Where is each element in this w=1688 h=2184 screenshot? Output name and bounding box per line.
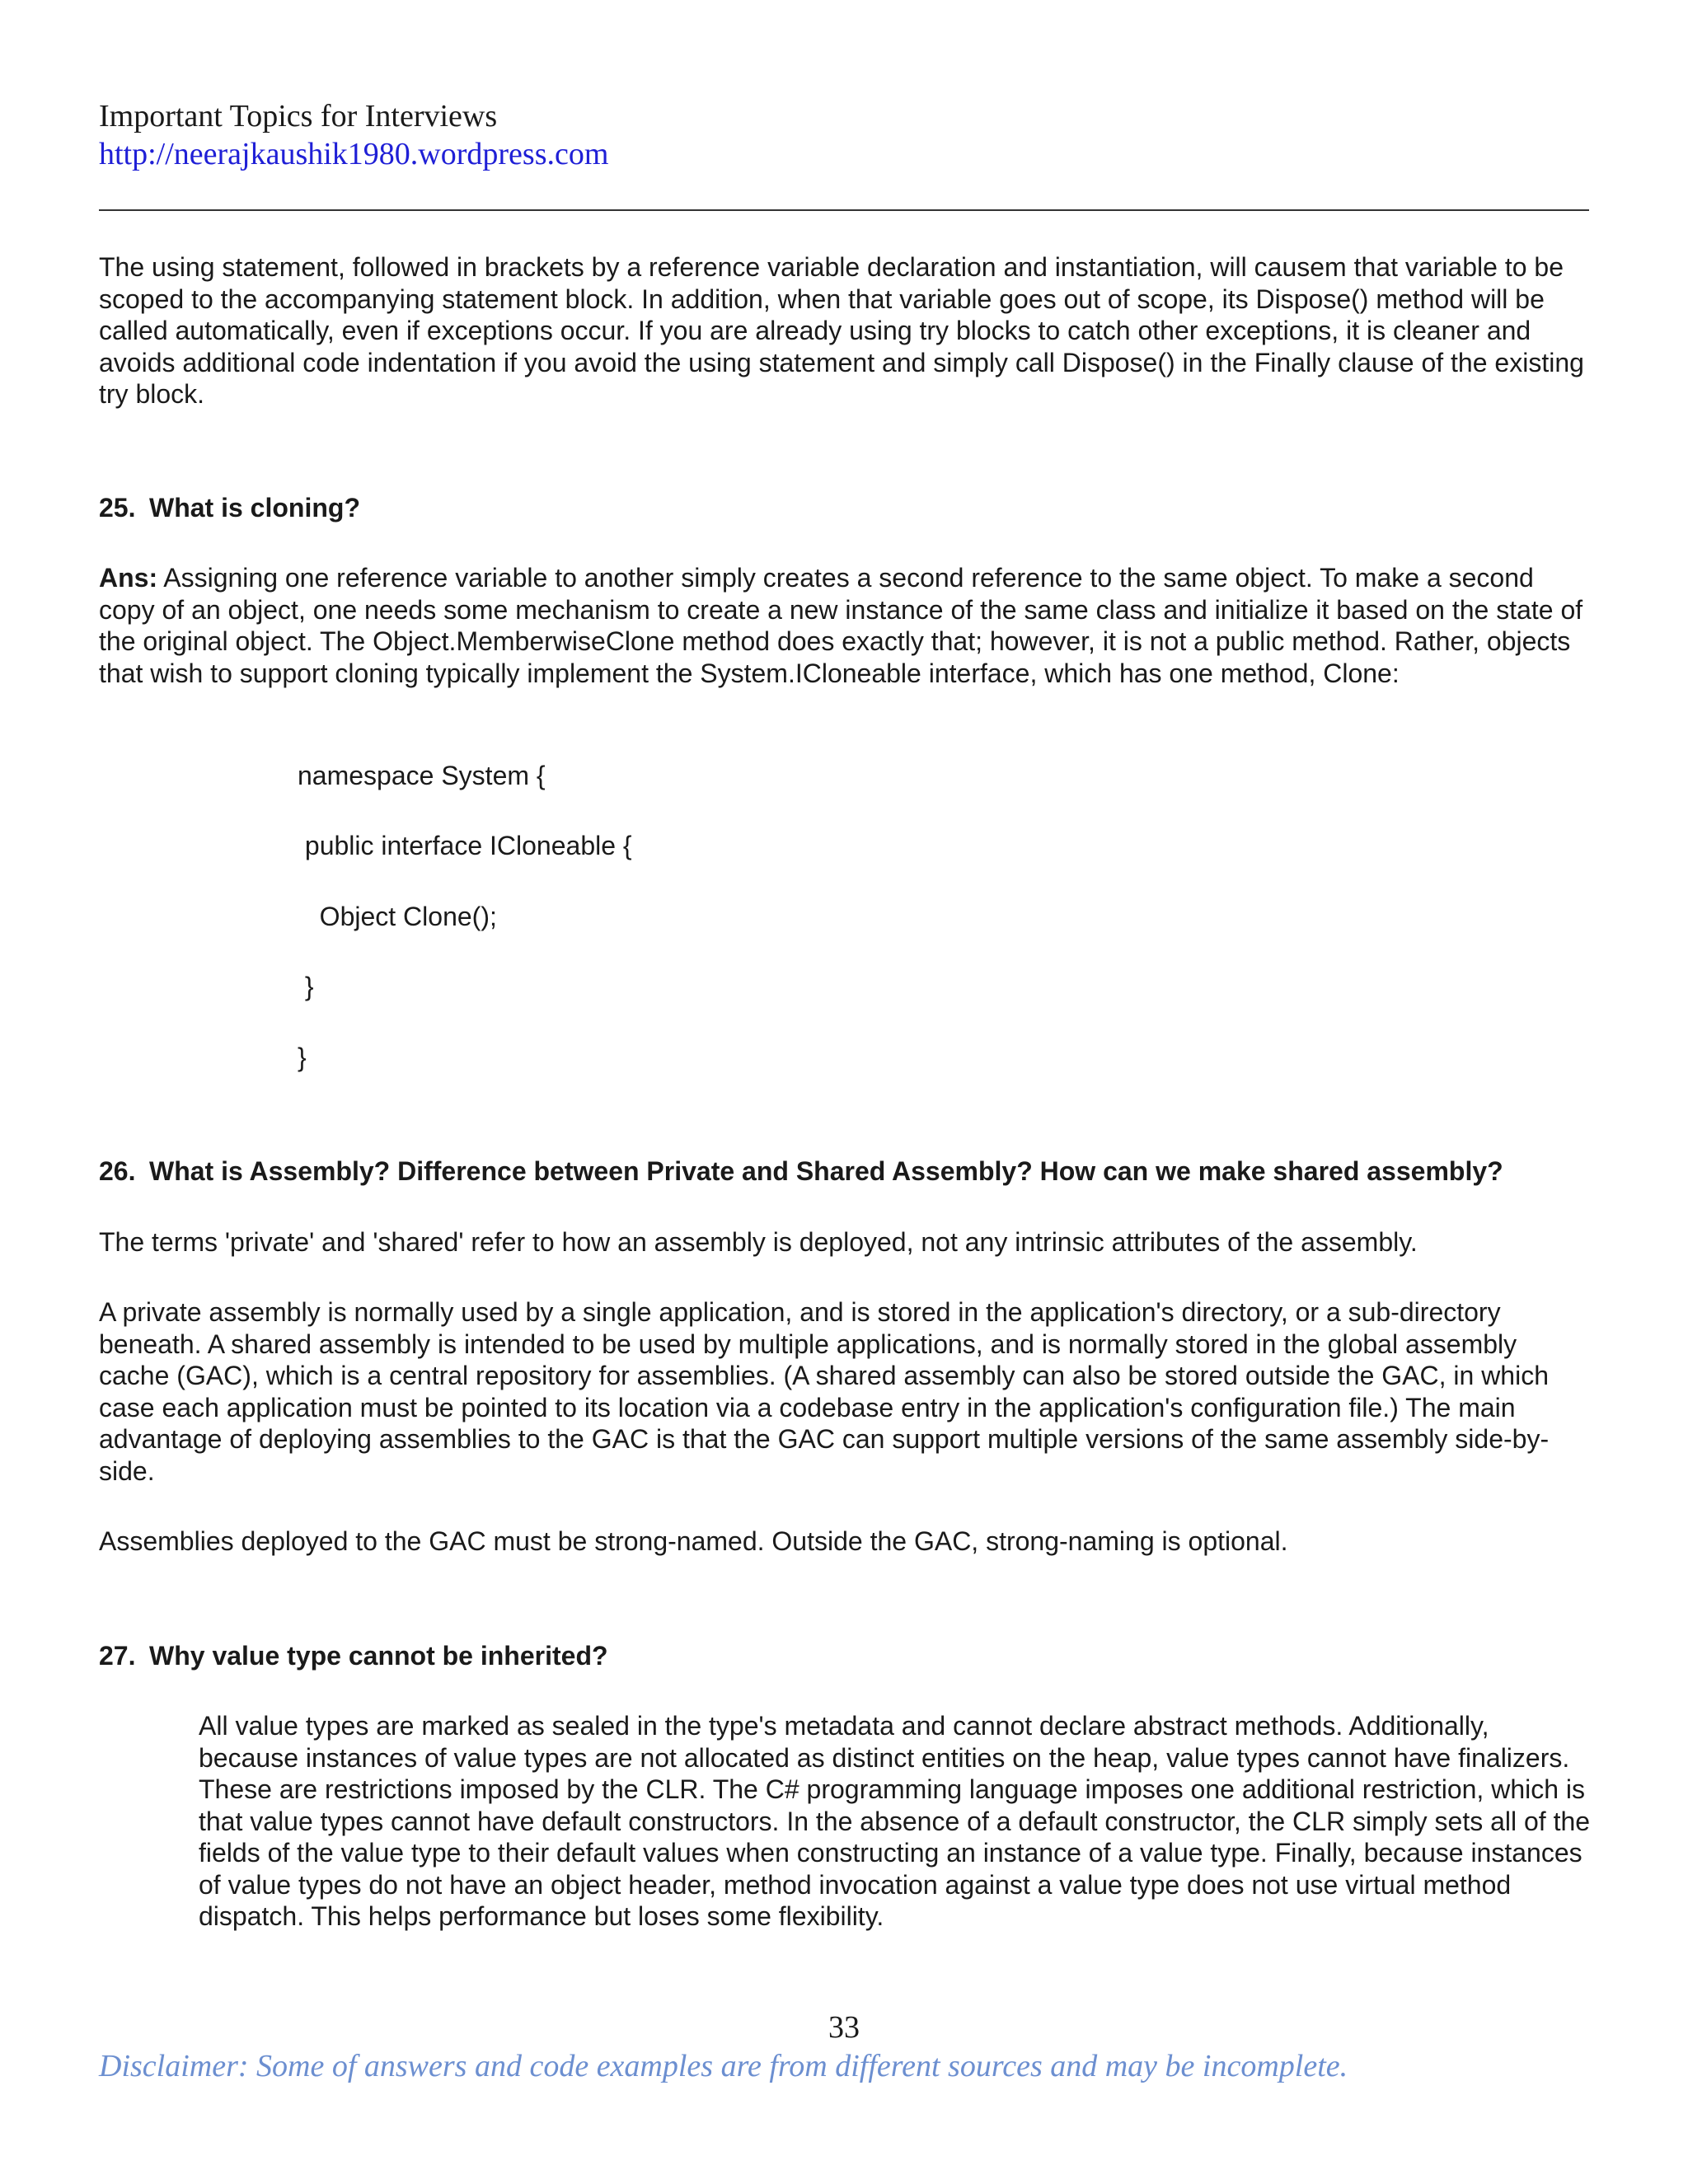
question-26-number: 26.: [99, 1156, 136, 1186]
header-divider: [99, 209, 1589, 211]
question-25-answer: [99, 562, 1592, 689]
code-line: public interface ICloneable {: [298, 831, 632, 860]
question-25-number: 25.: [99, 493, 136, 523]
header-title: Important Topics for Interviews: [99, 99, 498, 134]
question-26-heading: [99, 1155, 1503, 1188]
question-26-paragraph-2: A private assembly is normally used by a single application, and is stored in the application's directory, or a sub-directory beneath. A shared assembly is intended to be used by multiple applications, and is normally stored in the global assembly cache (GAC), which is a central repository for assemblies. (A shared assembly can also be stored outside the GAC, in which case each application must be pointed to its location via a codebase entry in the application's configuration file.) The main advantage of deploying assemblies to the GAC is that the GAC can support multiple versions of the same assembly side-by-side.: [99, 1297, 1550, 1486]
question-26-text: What is Assembly? Difference between Private and Shared Assembly? How can we make shared assembly?: [149, 1156, 1503, 1186]
question-26-paragraph-3: Assemblies deployed to the GAC must be strong-named. Outside the GAC, strong-naming is optional.: [99, 1526, 1288, 1556]
code-line: }: [298, 1043, 307, 1072]
code-line: namespace System {: [298, 761, 546, 790]
intro-paragraph: The using statement, followed in brackets by a reference variable declaration and instantiation, will causem that variable to be scoped to the accompanying statement block. In addition, when that variable goes out of scope, its Dispose() method will be called automatically, even if exceptions occur. If you are already using try blocks to catch other exceptions, it is cleaner and avoids additional code indentation if you avoid the using statement and simply call Dispose() in the Finally clause of the existing try block.: [99, 252, 1584, 409]
header-link[interactable]: http://neerajkaushik1980.wordpress.com: [99, 137, 609, 171]
answer-label: Ans:: [99, 563, 158, 593]
question-25-answer-text: Assigning one reference variable to another simply creates a second reference to the same object. To make a second copy of an object, one needs some mechanism to create a new instance of the same class and initialize it based on the state of the original object. The Object.MemberwiseClone method does exactly that; however, it is not a public method. Rather, objects that wish to support cloning typically implement the System.ICloneable interface, which has one method, Clone:: [99, 563, 1583, 688]
page-number: 33: [828, 2010, 860, 2045]
question-27-number: 27.: [99, 1641, 136, 1671]
code-line: }: [298, 972, 314, 1001]
question-27-heading: [99, 1640, 608, 1672]
question-27-paragraph: All value types are marked as sealed in the type's metadata and cannot declare abstract methods. Additionally, because instances of value types are not allocated as distinct entities on the heap, value types cannot have finalizers. These are restrictions imposed by the CLR. The C# programming language imposes one additional restriction, which is that value types cannot have default constructors. In the absence of a default constructor, the CLR simply sets all of the fields of the value type to their default values when constructing an instance of a value type. Finally, because instances of value types do not have an object header, method invocation against a value type does not use virtual method dispatch. This helps performance but loses some flexibility.: [199, 1711, 1591, 1931]
question-26-paragraph-1: The terms 'private' and 'shared' refer to how an assembly is deployed, not any intrinsic attributes of the assembly.: [99, 1227, 1418, 1257]
question-27-text: Why value type cannot be inherited?: [149, 1641, 608, 1671]
question-25-heading: [99, 492, 360, 524]
question-25-text: What is cloning?: [149, 493, 360, 523]
disclaimer-text: Disclaimer: Some of answers and code examples are from different sources and may be incomplete.: [99, 2049, 1348, 2083]
code-line: Object Clone();: [298, 902, 497, 931]
